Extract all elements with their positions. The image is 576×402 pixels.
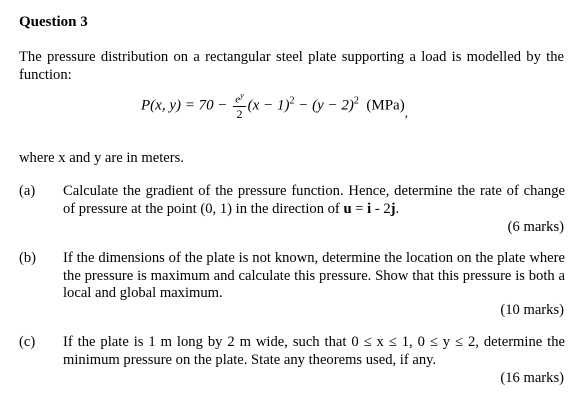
fraction-denominator: 2 [233, 106, 245, 120]
formula-term-x: (x − 1) [247, 97, 290, 114]
part-a-marks: (6 marks) [507, 219, 564, 235]
formula-exponent-y: 2 [353, 95, 359, 107]
part-c-text: If the plate is 1 m long by 2 m wide, such that 0 ≤ x ≤ 1, 0 ≤ y ≤ 2, determine the minimum pressure on the plate. State any theorems used, if any. [63, 334, 565, 368]
part-b-text: If the dimensions of the plate is not known, determine the location on the plate where the pressure is maximum and calculate this pressure. Show that this pressure is both a local and global maximum. [63, 250, 565, 301]
variables-note: where x and y are in meters. [19, 150, 184, 166]
part-c-label: (c) [19, 334, 36, 350]
formula-comma: , [404, 105, 408, 121]
pressure-formula [141, 92, 408, 120]
part-b-marks: (10 marks) [500, 302, 564, 318]
part-c-marks: (16 marks) [500, 370, 564, 386]
intro-paragraph: The pressure distribution on a rectangular steel plate supporting a load is modelled by the function: [19, 49, 564, 83]
fraction-numerator: $e^y$ [235, 91, 244, 106]
formula-fraction [233, 92, 245, 120]
question-heading: Question 3 [19, 14, 88, 30]
formula-lhs: P(x, y) = 70 − [141, 97, 228, 114]
part-a-text: Calculate the gradient of the pressure function. Hence, determine the rate of change of pressure at the point (0, 1) in the direction of u = i - 2j. [63, 183, 565, 217]
formula-term-y: − (y − 2) [298, 97, 354, 114]
part-a-label: (a) [19, 183, 36, 199]
formula-unit: (MPa) [366, 97, 405, 114]
formula-exponent-x: 2 [289, 95, 295, 107]
part-b-label: (b) [19, 250, 37, 266]
